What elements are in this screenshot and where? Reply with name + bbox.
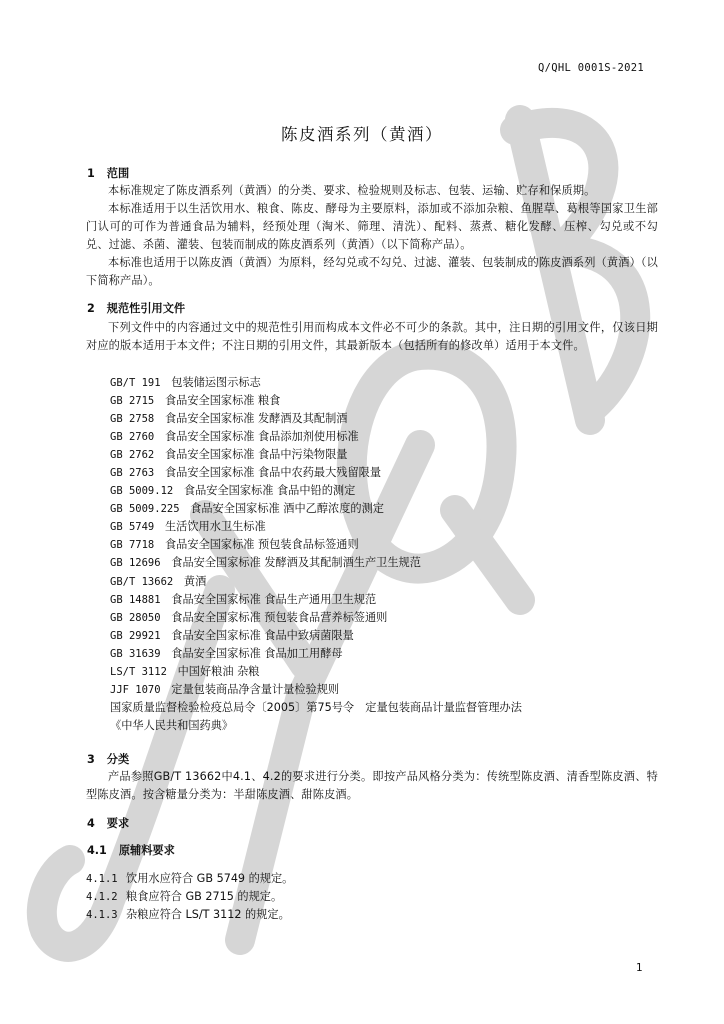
reference-code: GB 28050 bbox=[110, 611, 161, 624]
document-title: 陈皮酒系列（黄酒） bbox=[281, 125, 443, 144]
reference-title: 食品安全国家标准 食品生产通用卫生规范 bbox=[171, 592, 377, 606]
reference-item bbox=[110, 464, 522, 482]
reference-item bbox=[110, 410, 522, 428]
reference-code: GB 5749 bbox=[110, 521, 155, 534]
reference-code: GB 7718 bbox=[110, 539, 155, 552]
reference-title: 食品安全国家标准 食品中农药最大残留限量 bbox=[164, 466, 382, 480]
reference-item bbox=[110, 482, 522, 500]
reference-title: 食品安全国家标准 粮食 bbox=[164, 394, 281, 408]
reference-title: 食品安全国家标准 发酵酒及其配制酒生产卫生规范 bbox=[171, 556, 421, 570]
reference-title: 定量包装商品净含量计量检验规则 bbox=[171, 682, 340, 696]
clause-text: 粮食应符合 GB 2715 的规定。 bbox=[126, 890, 283, 903]
reference-code: GB 2715 bbox=[110, 395, 155, 408]
reference-title: 包装储运图示标志 bbox=[171, 376, 261, 389]
reference-item bbox=[110, 428, 522, 446]
reference-item bbox=[110, 374, 522, 392]
clause-number: 4.1.2 bbox=[86, 891, 118, 903]
reference-item bbox=[110, 663, 522, 681]
reference-item bbox=[110, 717, 522, 735]
reference-title: 食品安全国家标准 预包装食品标签通则 bbox=[164, 538, 359, 552]
section-1-paragraph-2: 本标准适用于以生活饮用水、粮食、陈皮、酵母为主要原料，添加或不添加杂粮、鱼腥草、葛根等国家卫生部门认可的可作为普通食品为辅料，经预处理（淘米、筛理、清洗）、配料、蒸煮、糖化发酵、压榨、勾兑或不勾兑、过滤、杀菌、灌装、包装而制成的陈皮酒系列（黄酒）（以下简称产品）。 bbox=[86, 202, 658, 251]
section-1-paragraph-1: 本标准规定了陈皮酒系列（黄酒）的分类、要求、检验规则及标志、包装、运输、贮存和保质期。 bbox=[108, 184, 596, 197]
clause-text: 杂粮应符合 LS/T 3112 的规定。 bbox=[126, 908, 290, 921]
section-3-paragraph-1: 产品参照GB/T 13662中4.1、4.2的要求进行分类。即按产品风格分类为：传统型陈皮酒、清香型陈皮酒、特型陈皮酒。按含糖量分类为：半甜陈皮酒、甜陈皮酒。 bbox=[86, 770, 658, 801]
reference-code: GB 14881 bbox=[110, 593, 161, 606]
clause-text: 饮用水应符合 GB 5749 的规定。 bbox=[126, 872, 294, 885]
section-2-heading bbox=[87, 300, 185, 316]
reference-title: 食品安全国家标准 酒中乙醇浓度的测定 bbox=[190, 502, 384, 516]
reference-item bbox=[110, 536, 522, 554]
reference-list bbox=[110, 374, 522, 735]
reference-title: 食品安全国家标准 发酵酒及其配制酒 bbox=[164, 412, 348, 426]
subsection-4-1-heading bbox=[87, 842, 175, 858]
standard-code: Q/QHL 0001S-2021 bbox=[538, 62, 644, 74]
reference-item bbox=[110, 681, 522, 699]
section-number: 2 bbox=[87, 302, 95, 315]
reference-title: 食品安全国家标准 食品中致病菌限量 bbox=[171, 628, 354, 642]
section-3-heading bbox=[87, 751, 129, 767]
reference-code: GB 2763 bbox=[110, 467, 155, 480]
reference-item bbox=[110, 392, 522, 410]
clause-number: 4.1.3 bbox=[86, 909, 118, 921]
section-1-heading bbox=[87, 165, 129, 181]
section-1-paragraph-3: 本标准也适用于以陈皮酒（黄酒）为原料，经勾兑或不勾兑、过滤、灌装、包装制成的陈皮酒系列（黄酒）（以下简称产品）。 bbox=[86, 256, 658, 287]
reference-item bbox=[110, 500, 522, 518]
reference-item bbox=[110, 645, 522, 663]
reference-code: GB 31639 bbox=[110, 647, 161, 660]
clause-number: 4.1.1 bbox=[86, 873, 118, 885]
requirement-item bbox=[86, 870, 293, 886]
reference-code: GB 2762 bbox=[110, 449, 155, 462]
section-title: 规范性引用文件 bbox=[106, 302, 186, 315]
reference-title: 食品安全国家标准 食品中铅的测定 bbox=[183, 484, 356, 498]
reference-code: GB/T 191 bbox=[110, 377, 161, 389]
reference-item bbox=[110, 554, 522, 572]
reference-code: LS/T 3112 bbox=[110, 665, 167, 678]
section-title: 要求 bbox=[106, 817, 130, 830]
reference-title: 《中华人民共和国药典》 bbox=[110, 718, 234, 732]
reference-title: 黄酒 bbox=[183, 574, 207, 588]
reference-code: GB 29921 bbox=[110, 629, 161, 642]
reference-item bbox=[110, 699, 522, 717]
reference-title: 食品安全国家标准 食品加工用酵母 bbox=[171, 646, 343, 660]
reference-title: 国家质量监督检验检疫总局令〔2005〕第75号令 定量包装商品计量监督管理办法 bbox=[110, 700, 522, 714]
reference-code: GB 2760 bbox=[110, 431, 155, 444]
subsection-number: 4.1 bbox=[87, 844, 107, 857]
reference-code: GB 12696 bbox=[110, 557, 161, 570]
reference-title: 食品安全国家标准 预包装食品营养标签通则 bbox=[171, 610, 388, 624]
section-4-heading bbox=[87, 815, 129, 831]
section-2-intro: 下列文件中的内容通过文中的规范性引用而构成本文件必不可少的条款。其中，注日期的引用文件，仅该日期对应的版本适用于本文件；不注日期的引用文件，其最新版本（包括所有的修改单）适用于本文件。 bbox=[86, 321, 658, 352]
section-title: 分类 bbox=[106, 753, 130, 766]
reference-title: 生活饮用水卫生标准 bbox=[164, 520, 266, 534]
reference-item bbox=[110, 446, 522, 464]
subsection-title: 原辅料要求 bbox=[118, 844, 175, 857]
section-number: 3 bbox=[87, 753, 95, 766]
section-number: 1 bbox=[87, 167, 95, 180]
reference-item bbox=[110, 591, 522, 609]
reference-title: 食品安全国家标准 食品添加剂使用标准 bbox=[164, 430, 359, 444]
reference-code: JJF 1070 bbox=[110, 683, 161, 696]
reference-code: GB 5009.225 bbox=[110, 503, 180, 516]
section-title: 范围 bbox=[106, 167, 130, 180]
reference-code: GB 5009.12 bbox=[110, 485, 174, 498]
reference-title: 中国好粮油 杂粮 bbox=[177, 664, 260, 678]
reference-title: 食品安全国家标准 食品中污染物限量 bbox=[164, 448, 348, 462]
section-number: 4 bbox=[87, 817, 95, 830]
requirement-item bbox=[86, 906, 290, 922]
reference-item bbox=[110, 518, 522, 536]
requirement-item bbox=[86, 888, 282, 904]
reference-item bbox=[110, 627, 522, 645]
reference-item bbox=[110, 609, 522, 627]
reference-code: GB 2758 bbox=[110, 413, 155, 426]
reference-code: GB/T 13662 bbox=[110, 575, 174, 588]
page-number: 1 bbox=[636, 962, 643, 974]
reference-item bbox=[110, 573, 522, 591]
